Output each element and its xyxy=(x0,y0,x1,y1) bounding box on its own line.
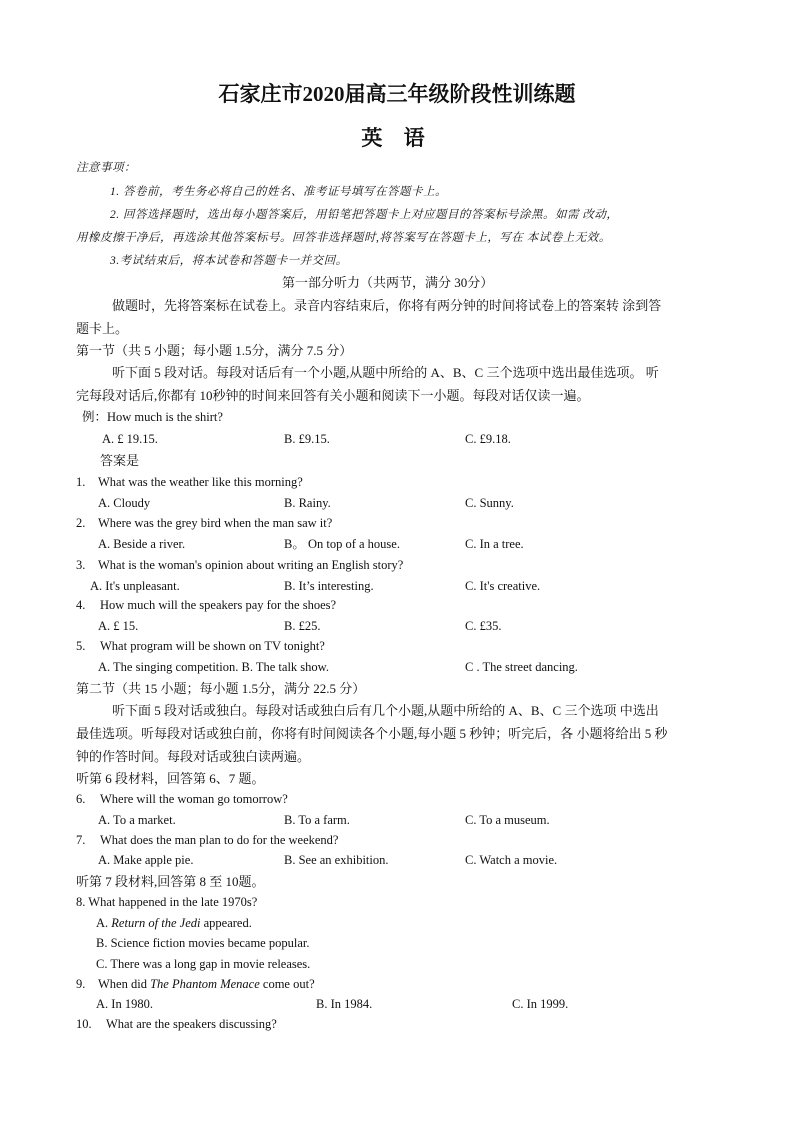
example-question: 例：How much is the shirt? xyxy=(82,410,223,424)
question-number: 6. xyxy=(76,792,86,806)
notice-item-2-line-1: 2. 回答选择题时，选出每小题答案后，用铅笔把答题卡上对应题目的答案标号涂黑。如需 改动， xyxy=(110,209,619,221)
option-b: B. It’s interesting. xyxy=(284,579,374,593)
option-a: A. Beside a river. xyxy=(98,537,186,551)
example-option-a: A. £ 19.15. xyxy=(102,432,158,446)
option-b: B. £25. xyxy=(284,619,321,633)
question-text: What are the speakers discussing? xyxy=(106,1017,277,1031)
option-c: C. In a tree. xyxy=(465,537,524,551)
question-text: What program will be shown on TV tonight? xyxy=(100,639,325,653)
section1-directions-line-2: 完每段对话后,你都有 10秒钟的时间来回答有关小题和阅读下一小题。每段对话仅读一遍。 xyxy=(76,388,590,403)
question-text: What is the woman's opinion about writing an English story? xyxy=(98,558,404,572)
notice-heading: 注意事项： xyxy=(76,162,136,174)
option-a: A. Cloudy xyxy=(98,496,151,510)
part1-heading: 第一部分听力（共两节，满分 30分） xyxy=(282,275,494,290)
option-c: C. To a museum. xyxy=(465,813,550,827)
question-text: What does the man plan to do for the weekend? xyxy=(100,833,339,847)
option-a: A. Make apple pie. xyxy=(98,853,194,867)
q9-prefix: When did xyxy=(98,977,151,991)
option-a: A. £ 15. xyxy=(98,619,139,633)
question-number: 4. xyxy=(76,598,86,612)
question-number: 10. xyxy=(76,1017,92,1031)
section2-directions-line-1: 听下面 5 段对话或独白。每段对话或独白后有几个小题,从题中所给的 A、B、C 三个选项 中选出 xyxy=(112,703,659,718)
question-number: 5. xyxy=(76,639,86,653)
subject-title: 英 语 xyxy=(361,126,433,150)
option-a-suffix: appeared. xyxy=(200,916,252,930)
option-a-prefix: A. xyxy=(96,916,112,930)
option-b: B。 On top of a house. xyxy=(284,537,400,551)
question-number: 9. xyxy=(76,977,86,991)
material-6-heading: 听第 6 段材料，回答第 6、7 题。 xyxy=(76,771,265,786)
option-c: C. There was a long gap in movie releases. xyxy=(96,957,311,971)
option-c: C. £35. xyxy=(465,619,502,633)
section2-directions-line-3: 钟的作答时间。每段对话或独白读两遍。 xyxy=(76,749,311,764)
example-answer: 答案是 xyxy=(100,453,140,468)
example-option-c: C. £9.18. xyxy=(465,432,511,446)
section2-heading: 第二节（共 15 小题；每小题 1.5分，满分 22.5 分） xyxy=(76,681,366,696)
question-text: How much will the speakers pay for the shoes? xyxy=(100,598,337,612)
material-7-heading: 听第 7 段材料,回答第 8 至 10题。 xyxy=(76,874,265,889)
section1-heading: 第一节（共 5 小题；每小题 1.5分，满分 7.5 分） xyxy=(76,343,353,358)
option-b: B. Rainy. xyxy=(284,496,331,510)
section2-directions-line-2: 最佳选项。听每段对话或独白前，你将有时间阅读各个小题,每小题 5 秒钟；听完后，各 小题将给出 5 秒 xyxy=(76,726,668,741)
option-a: A. To a market. xyxy=(98,813,176,827)
notice-item-3: 3.考试结束后，将本试卷和答题卡一并交回。 xyxy=(110,255,348,267)
option-c: C. Watch a movie. xyxy=(465,853,558,867)
question-text: What was the weather like this morning? xyxy=(98,475,303,489)
question-text: Where was the grey bird when the man saw it? xyxy=(98,516,333,530)
option-a xyxy=(96,915,252,932)
example-option-b: B. £9.15. xyxy=(284,432,330,446)
question-text: 8. What happened in the late 1970s? xyxy=(76,895,258,909)
notice-item-2-line-2: 用橡皮擦干净后，再选涂其他答案标号。回答非选择题时,将答案写在答题卡上，写在 本试卷上无效。 xyxy=(76,232,611,244)
notice-item-1: 1. 答卷前，考生务必将自己的姓名、准考证号填写在答题卡上。 xyxy=(110,186,447,198)
section1-directions-line-1: 听下面 5 段对话。每段对话后有一个小题,从题中所给的 A、B、C 三个选项中选出最佳选项。 听 xyxy=(112,365,659,380)
question-text xyxy=(98,976,315,993)
option-b: B. To a farm. xyxy=(284,813,350,827)
option-b: B. In 1984. xyxy=(316,997,373,1011)
question-number: 7. xyxy=(76,833,86,847)
option-c: C. In 1999. xyxy=(512,997,569,1011)
option-c: C. Sunny. xyxy=(465,496,514,510)
movie-title-italic: Return of the Jedi xyxy=(111,916,201,930)
question-number: 2. xyxy=(76,516,86,530)
question-text: Where will the woman go tomorrow? xyxy=(100,792,288,806)
option-b: B. See an exhibition. xyxy=(284,853,389,867)
exam-title: 石家庄市2020届高三年级阶段性训练题 xyxy=(218,82,576,106)
option-c: C. It's creative. xyxy=(465,579,541,593)
part1-intro-line-2: 题卡上。 xyxy=(76,321,129,336)
option-a-and-b: A. The singing competition. B. The talk show. xyxy=(98,660,329,674)
part1-intro-line-1: 做题时，先将答案标在试卷上。录音内容结束后，你将有两分钟的时间将试卷上的答案转 涂到答 xyxy=(112,298,662,313)
option-a: A. In 1980. xyxy=(96,997,153,1011)
question-number: 3. xyxy=(76,558,86,572)
movie-title-italic: The Phantom Menace xyxy=(150,977,260,991)
option-c: C . The street dancing. xyxy=(465,660,578,674)
question-number: 1. xyxy=(76,475,86,489)
option-b: B. Science fiction movies became popular. xyxy=(96,936,310,950)
option-a: A. It's unpleasant. xyxy=(90,579,180,593)
q9-suffix: come out? xyxy=(259,977,315,991)
